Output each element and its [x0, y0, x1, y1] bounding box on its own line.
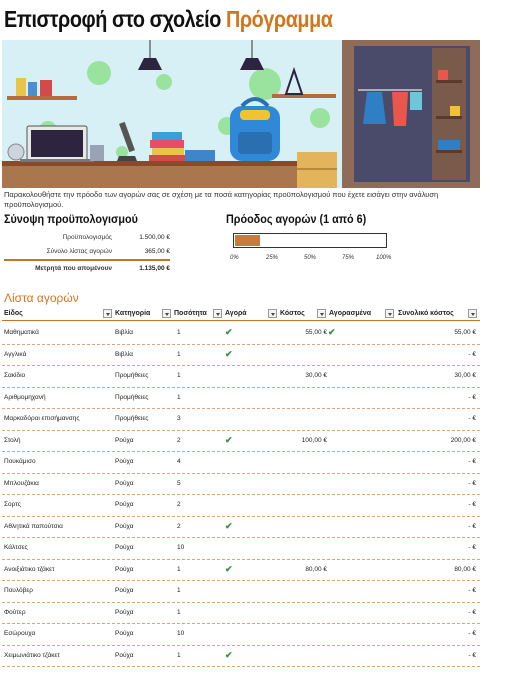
summary-divider	[4, 259, 170, 261]
budget-label: Προϋπολογισμός	[62, 234, 112, 241]
title-main: Επιστροφή στο σχολείο	[4, 6, 221, 32]
cell-total-cost: - €	[468, 479, 476, 487]
cell-item[interactable]: Μαρκαδόροι επισήμανσης	[4, 415, 80, 422]
cell-total-cost: - €	[468, 608, 476, 616]
table-row[interactable]	[2, 559, 480, 582]
buy-check-icon[interactable]: ✔	[225, 348, 233, 359]
cell-category[interactable]: Ρούχα	[115, 565, 134, 573]
cell-total-cost: - €	[468, 587, 476, 594]
table-row[interactable]	[2, 537, 480, 560]
buy-check-icon[interactable]: ✔	[225, 520, 233, 531]
column-header-item: Είδος	[4, 310, 23, 317]
cell-total-cost: 55,00 €	[454, 329, 476, 336]
progress-tick: 0%	[230, 255, 239, 261]
cell-total-cost: - €	[468, 393, 476, 401]
school-room-illustration	[2, 40, 480, 188]
cell-category[interactable]: Προμήθειες	[115, 393, 149, 401]
summary-budget-row	[4, 232, 170, 246]
cell-category[interactable]: Ρούχα	[115, 436, 134, 444]
remaining-label: Μετρητά που απομένουν	[35, 265, 112, 272]
cell-quantity[interactable]: 1	[177, 651, 181, 659]
table-row[interactable]	[2, 602, 480, 625]
table-row[interactable]	[2, 516, 480, 539]
cell-quantity[interactable]: 1	[177, 565, 181, 573]
cell-quantity[interactable]: 5	[177, 479, 181, 487]
table-row[interactable]	[2, 580, 480, 603]
cell-quantity[interactable]: 3	[177, 415, 181, 422]
cell-cost[interactable]: 100,00 €	[301, 436, 327, 444]
column-header-category: Κατηγορία	[115, 310, 151, 317]
filter-dropdown-icon[interactable]	[385, 309, 394, 318]
table-row[interactable]	[2, 451, 480, 474]
progress-tick: 100%	[376, 255, 392, 261]
cell-item[interactable]: Αριθμομηχανή	[4, 393, 46, 401]
cell-category[interactable]: Ρούχα	[115, 587, 134, 594]
cell-quantity[interactable]: 10	[177, 544, 185, 551]
table-row[interactable]	[2, 473, 480, 496]
cell-category[interactable]: Βιβλία	[115, 329, 133, 336]
buy-check-icon[interactable]: ✔	[225, 563, 233, 574]
cell-item[interactable]: Πουλόβερ	[4, 587, 33, 594]
cell-category[interactable]: Προμήθειες	[115, 415, 149, 422]
cell-quantity[interactable]: 1	[177, 329, 181, 336]
list-total-value: 365,00 €	[144, 248, 170, 255]
filter-dropdown-icon[interactable]	[468, 309, 477, 318]
cell-item[interactable]: Χειμωνιάτικο τζάκετ	[4, 651, 60, 659]
budget-summary-heading: Σύνοψη προϋπολογισμού	[4, 212, 138, 226]
cell-item[interactable]: Πουκάμισο	[4, 458, 36, 465]
filter-dropdown-icon[interactable]	[268, 309, 277, 318]
cell-item[interactable]: Φούτερ	[4, 608, 26, 616]
table-row[interactable]	[2, 645, 480, 668]
list-total-label: Σύνολο λίστας αγορών	[46, 248, 112, 255]
cell-category[interactable]: Ρούχα	[115, 651, 134, 659]
column-header-bought: Αγορασμένα	[329, 310, 372, 317]
cell-total-cost: - €	[468, 630, 476, 637]
column-header-buy: Αγορά	[225, 310, 247, 317]
table-row[interactable]	[2, 365, 480, 388]
cell-total-cost: 30,00 €	[454, 372, 476, 379]
shopping-list-title: Λίστα αγορών	[4, 291, 79, 305]
column-header-total: Συνολικό κόστος	[398, 310, 454, 317]
table-row[interactable]	[2, 344, 480, 367]
cell-category[interactable]: Ρούχα	[115, 544, 134, 551]
summary-list-total-row	[4, 246, 170, 260]
filter-dropdown-icon[interactable]	[162, 309, 171, 318]
cell-quantity[interactable]: 1	[177, 587, 181, 594]
cell-total-cost: - €	[468, 350, 476, 358]
table-row[interactable]	[2, 387, 480, 410]
cell-quantity[interactable]: 1	[177, 372, 181, 379]
cell-item[interactable]: Ανοιξιάτικο τζάκετ	[4, 565, 55, 573]
filter-dropdown-icon[interactable]	[103, 309, 112, 318]
filter-dropdown-icon[interactable]	[213, 309, 222, 318]
progress-tick: 50%	[304, 255, 317, 261]
cell-cost[interactable]: 30,00 €	[305, 372, 327, 379]
column-header-quantity: Ποσότητα	[174, 310, 207, 317]
cell-category[interactable]: Ρούχα	[115, 501, 134, 508]
progress-bar	[233, 233, 387, 248]
cell-item[interactable]: Σορτς	[4, 501, 21, 508]
cell-total-cost: 200,00 €	[450, 436, 476, 444]
progress-bar-fill	[235, 235, 260, 246]
cell-item[interactable]: Μαθηματικά	[4, 329, 39, 336]
cell-total-cost: - €	[468, 458, 476, 465]
table-row[interactable]	[2, 322, 480, 345]
remaining-value: 1.135,00 €	[139, 265, 170, 272]
banner-illustration	[2, 40, 480, 188]
summary-remaining-row	[4, 263, 170, 277]
progress-heading: Πρόοδος αγορών (1 από 6)	[226, 212, 367, 226]
cell-category[interactable]: Ρούχα	[115, 479, 134, 487]
cell-quantity[interactable]: 2	[177, 436, 181, 444]
cell-category[interactable]: Ρούχα	[115, 522, 134, 530]
cell-cost[interactable]: 55,00 €	[305, 329, 327, 336]
buy-check-icon[interactable]: ✔	[225, 434, 233, 445]
bought-check-icon[interactable]: ✔	[328, 327, 336, 337]
cell-cost[interactable]: 80,00 €	[305, 565, 327, 573]
column-header-cost: Κόστος	[280, 310, 305, 317]
budget-value: 1.500,00 €	[139, 234, 170, 241]
cell-total-cost: - €	[468, 415, 476, 422]
intro-text: Παρακολουθήστε την πρόοδο των αγορών σας σε σχέση με τα ποσά κατηγορίας προϋπολογισμού που έχετε εισάγει στην ανάλυση προϋπολογισμού.	[4, 190, 439, 209]
cell-category[interactable]: Ρούχα	[115, 630, 134, 637]
title-accent: Πρόγραμμα	[226, 6, 333, 32]
page-title	[4, 6, 333, 33]
cell-quantity[interactable]: 1	[177, 350, 181, 358]
cell-quantity[interactable]: 1	[177, 393, 181, 401]
cell-category[interactable]: Ρούχα	[115, 458, 134, 465]
table-header	[2, 309, 480, 321]
cell-quantity[interactable]: 2	[177, 501, 181, 508]
progress-tick: 25%	[266, 255, 279, 261]
table-row[interactable]	[2, 430, 480, 453]
cell-item[interactable]: Αθλητικά παπούτσια	[4, 522, 63, 530]
cell-total-cost: - €	[468, 544, 476, 551]
table-row[interactable]	[2, 623, 480, 646]
cell-quantity[interactable]: 1	[177, 608, 181, 616]
cell-item[interactable]: Μπλουζάκια	[4, 479, 39, 487]
table-row[interactable]	[2, 494, 480, 517]
cell-item[interactable]: Εσώρουχα	[4, 630, 36, 637]
cell-item[interactable]: Κάλτσες	[4, 544, 28, 551]
progress-tick: 75%	[342, 255, 355, 261]
cell-item[interactable]: Στολή	[4, 436, 21, 444]
cell-total-cost: - €	[468, 522, 476, 530]
cell-total-cost: 80,00 €	[454, 565, 476, 573]
cell-item[interactable]: Σακίδιο	[4, 372, 26, 379]
buy-check-icon[interactable]: ✔	[225, 327, 233, 337]
cell-category[interactable]: Βιβλία	[115, 350, 133, 358]
cell-quantity[interactable]: 2	[177, 522, 181, 530]
cell-category[interactable]: Ρούχα	[115, 608, 134, 616]
cell-item[interactable]: Αγγλικά	[4, 350, 27, 358]
cell-quantity[interactable]: 10	[177, 630, 185, 637]
cell-total-cost: - €	[468, 501, 476, 508]
filter-dropdown-icon[interactable]	[317, 309, 326, 318]
buy-check-icon[interactable]: ✔	[225, 649, 233, 660]
table-row[interactable]	[2, 408, 480, 431]
cell-quantity[interactable]: 4	[177, 458, 181, 465]
cell-category[interactable]: Προμήθειες	[115, 372, 149, 379]
cell-total-cost: - €	[468, 651, 476, 659]
